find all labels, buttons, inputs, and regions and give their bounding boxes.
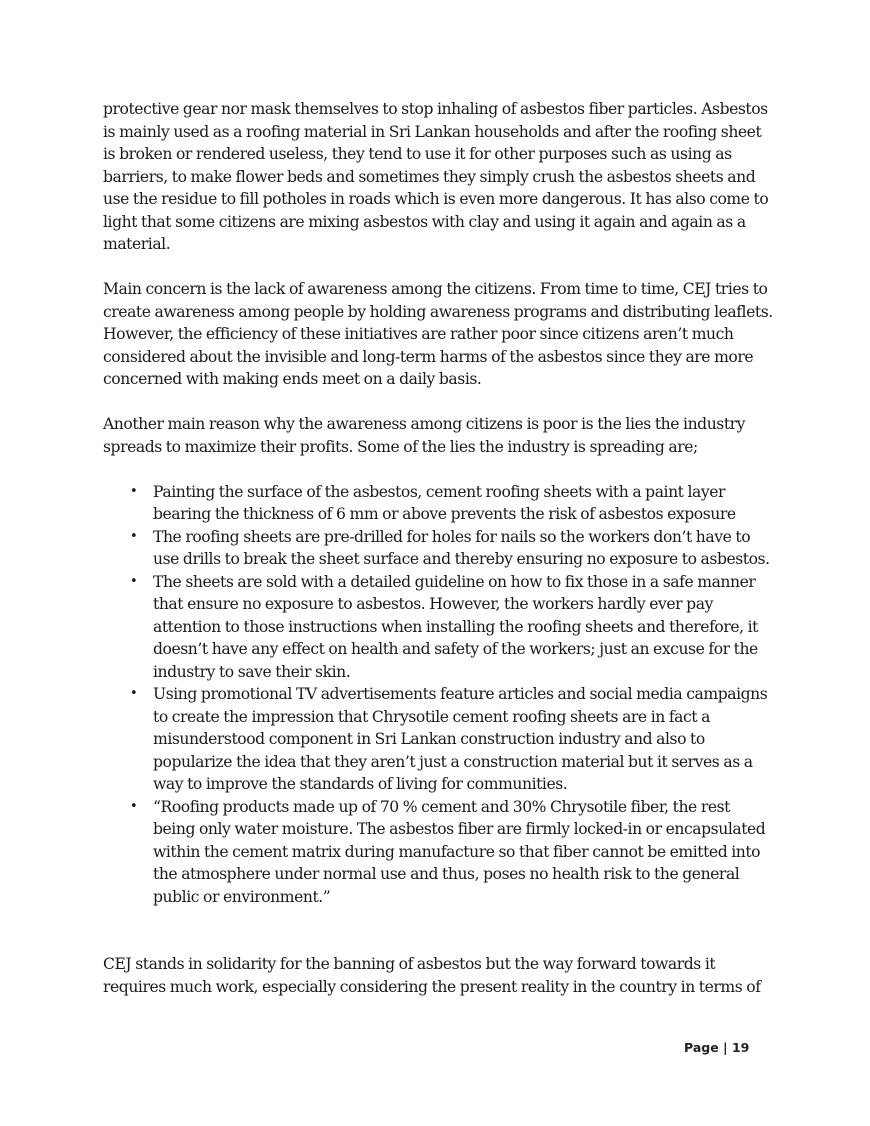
bullet-icon: • <box>130 528 138 544</box>
paragraph-closing: CEJ stands in solidarity for the banning of asbestos but the way forward towards it requires much work, especially considering the present reality in the country in terms of <box>103 955 761 996</box>
list-item-text: “Roofing products made up of 70 % cement and 30% Chrysotile fiber, the rest being only water moisture. The asbestos fiber are firmly locked-in or encapsulated within the cement matrix during manufacture so that fiber cannot be emitted into the atmosphere under normal use and thus, poses no health risk to the general public or environment.” <box>153 797 766 906</box>
paragraph-asbestos-reuse: protective gear nor mask themselves to stop inhaling of asbestos fiber particles. Asbestos is mainly used as a roofing material in Sri Lankan households and after the roofing sheet is broken or rendered useless, they tend to use it for other purposes such as using as barriers, to make flower beds and sometimes they simply crush the asbestos sheets and use the residue to fill potholes in roads which is even more dangerous. It has also come to light that some citizens are mixing asbestos with clay and using it again and again as a material. <box>103 100 769 253</box>
page-number-footer: Page | 19 <box>684 1040 750 1055</box>
industry-lies-list <box>103 481 775 909</box>
list-item-text: The roofing sheets are pre-drilled for holes for nails so the workers don’t have to use drills to break the sheet surface and thereby ensuring no exposure to asbestos. <box>153 527 770 568</box>
list-item <box>130 796 775 909</box>
bullet-icon: • <box>130 686 138 701</box>
paragraph-industry-lies-intro: Another main reason why the awareness among citizens is poor is the lies the industry spreads to maximize their profits. Some of the lies the industry is spreading are; <box>103 415 746 456</box>
list-item <box>130 683 775 796</box>
list-item-text: Painting the surface of the asbestos, cement roofing sheets with a paint layer bearing the thickness of 6 mm or above prevents the risk of asbestos exposure <box>153 482 736 523</box>
bullet-icon: • <box>130 798 138 814</box>
list-item <box>130 571 775 684</box>
list-item <box>130 526 775 571</box>
list-item-text: The sheets are sold with a detailed guideline on how to fix those in a safe manner that ensure no exposure to asbestos. However, the workers hardly ever pay attention to those instructions when installing the roofing sheets and therefore, it doesn’t have any effect on health and safety of the workers; just an excuse for the industry to save their skin. <box>153 572 758 681</box>
list-item-text: Using promotional TV advertisements feature articles and social media campaigns to create the impression that Chrysotile cement roofing sheets are in fact a misunderstood component in Sri Lankan construction industry and also to popularize the idea that they aren’t just a construction material but it serves as a way to improve the standards of living for communities. <box>153 685 768 793</box>
bullet-icon: • <box>130 573 138 589</box>
paragraph-awareness-concern: Main concern is the lack of awareness among the citizens. From time to time, CEJ tries to create awareness among people by holding awareness programs and distributing leaflets. However, the efficiency of these initiatives are rather poor since citizens aren’t much considered about the invisible and long-term harms of the asbestos since they are more concerned with making ends meet on a daily basis. <box>103 280 773 388</box>
list-item <box>130 481 775 526</box>
document-body <box>103 98 775 998</box>
bullet-icon: • <box>130 483 138 499</box>
